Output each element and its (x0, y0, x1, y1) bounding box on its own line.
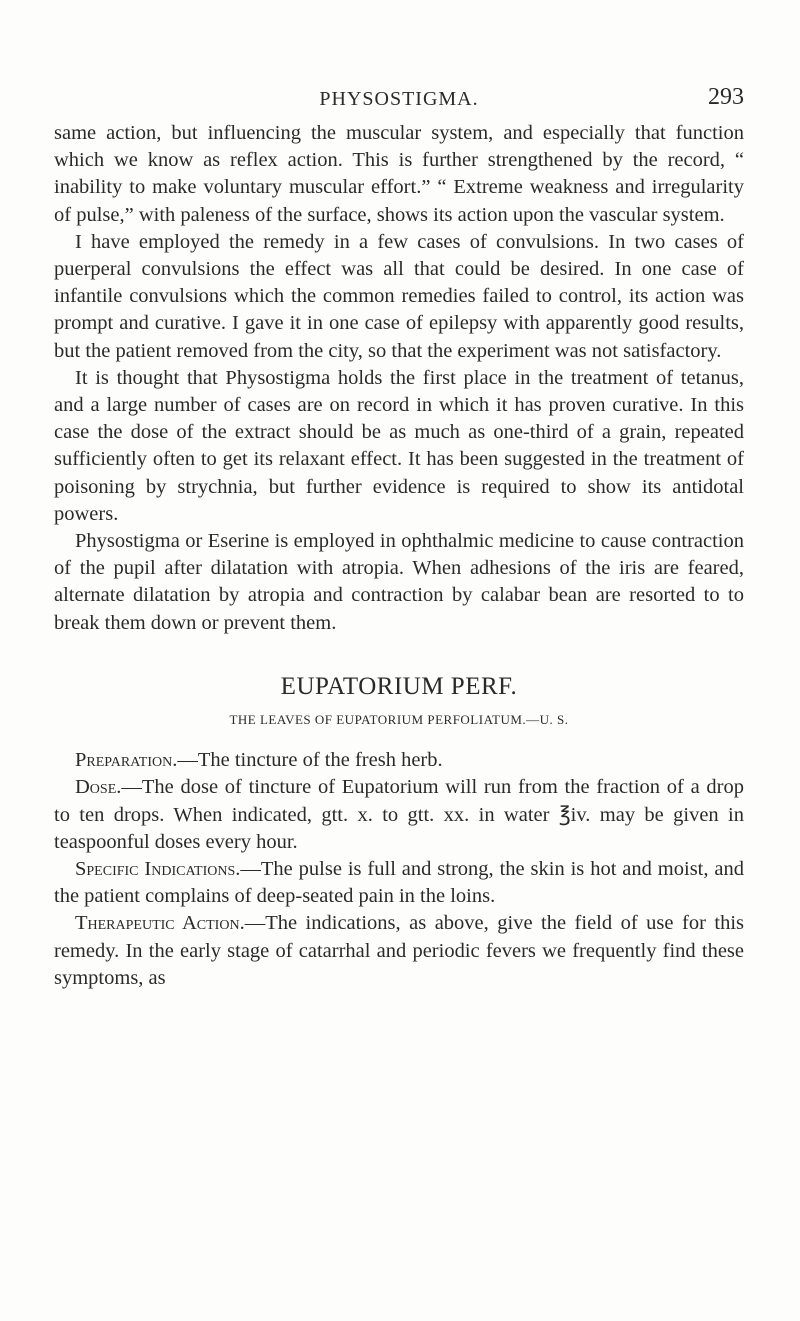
therapeutic-action-text: —The indications, as above, give the field of use for this remedy. In the early stage of catarrhal and periodic fevers we frequently find these symptoms, as (54, 912, 744, 989)
dose-text: —The dose of tincture of Eupatorium will run from the fraction of a drop to ten drops. When indicated, gtt. x. to gtt. xx. in water ℥iv. may be given in teaspoonful doses every hour. (54, 776, 744, 853)
preparation-text: —The tincture of the fresh herb. (177, 749, 443, 772)
dose-label: Dose. (75, 776, 122, 799)
paragraph: Physostigma or Eserine is employed in ophthalmic medicine to cause contraction of the pupil after dilatation with atropia. When adhesions of the iris are feared, alternate dilatation by atropia and contraction by calabar bean are resorted to to break them down or prevent them. (54, 530, 744, 634)
section-title: EUPATORIUM PERF. (280, 672, 518, 700)
page-body (54, 120, 744, 992)
specific-indications-label: Specific Indications. (75, 858, 241, 881)
preparation-label: Preparation. (75, 749, 178, 772)
running-head: PHYSOSTIGMA. (319, 88, 479, 110)
therapeutic-action-label: Therapeutic Action. (75, 912, 245, 935)
paragraph: same action, but influencing the muscular system, and especially that function which we know as reflex action. This is further strengthened by the record, “ inability to make voluntary muscular effort.” “ Extreme weakness and irregularity of pulse,” with paleness of the surface, shows its action upon the vascular system. (54, 122, 744, 226)
page-number: 293 (708, 84, 744, 110)
dose-entry (54, 774, 744, 856)
section-subtitle: THE LEAVES OF EUPATORIUM PERFOLIATUM.—U. S. (229, 712, 569, 728)
page-header (54, 84, 744, 114)
specific-indications-entry (54, 856, 744, 910)
specific-indications-text: —The pulse is full and strong, the skin is hot and moist, and the patient complains of deep-seated pain in the loins. (54, 858, 744, 908)
paragraph: I have employed the remedy in a few cases of convulsions. In two cases of puerperal convulsions the effect was all that could be desired. In one case of infantile convulsions which the common remedies failed to control, its action was prompt and curative. I gave it in one case of epilepsy with apparently good results, but the patient removed from the city, so that the experiment was not satisfactory. (54, 230, 744, 362)
paragraph: It is thought that Physostigma holds the first place in the treatment of tetanus, and a large number of cases are on record in which it has proven curative. In this case the dose of the extract should be as much as one-third of a grain, repeated sufficiently often to get its relaxant effect. It has been suggested in the treatment of poisoning by strychnia, but further evidence is required to show its antidotal powers. (54, 366, 744, 525)
therapeutic-action-entry (54, 910, 744, 992)
preparation-entry (54, 747, 744, 774)
